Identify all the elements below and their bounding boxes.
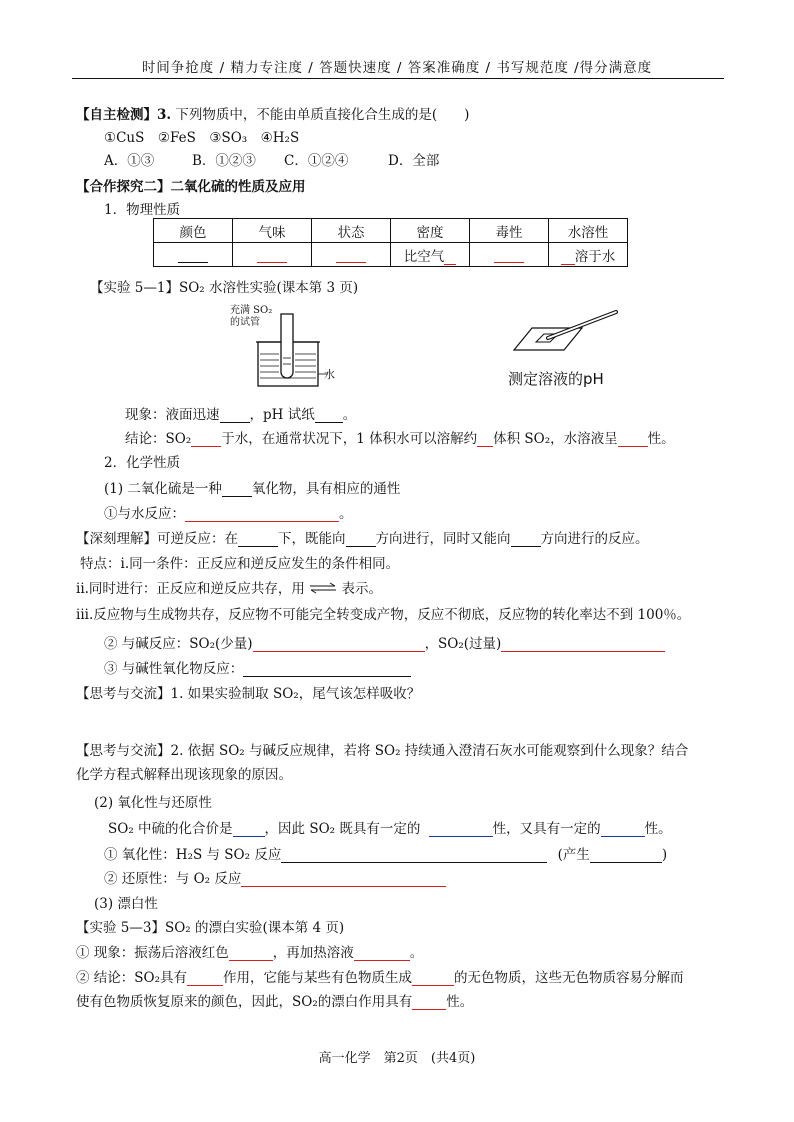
blank-odor[interactable] bbox=[257, 248, 287, 263]
blank-oxide-type[interactable] bbox=[222, 482, 252, 497]
section-name: 二氧化硫的性质及应用 bbox=[170, 179, 306, 195]
exp1-title: 【实验 5—1】SO₂ 水溶性实验(课本第 3 页) bbox=[90, 280, 359, 296]
deep-text-a: 【深刻理解】可逆反应：在 bbox=[76, 531, 238, 547]
ox-text-a: ① 氧化性：H₂S 与 SO₂ 反应 bbox=[104, 847, 282, 863]
blank-reversibility[interactable] bbox=[412, 995, 446, 1010]
oxide-text-b: 氧化物，具有相应的通性 bbox=[251, 481, 401, 497]
exp1-phenomenon bbox=[125, 403, 356, 423]
blank-base-small[interactable] bbox=[253, 637, 425, 652]
blank-oxide-equation[interactable] bbox=[243, 662, 411, 677]
bleach-concl-d: 使有色物质恢复原来的颜色，因此，SO₂的漂白作用具有 bbox=[76, 994, 413, 1010]
think2-tag: 【思考与交流】 bbox=[76, 743, 171, 759]
valence-text-a: SO₂ 中硫的化合价是 bbox=[108, 821, 233, 837]
bleach-concl-a: ② 结论：SO₂具有 bbox=[76, 970, 188, 986]
beaker-illustration bbox=[255, 312, 335, 388]
redox-title: (2) 氧化性与还原性 bbox=[94, 795, 212, 811]
blank-acidity[interactable] bbox=[618, 432, 648, 447]
blank-ph-paper[interactable] bbox=[315, 408, 343, 423]
exp1-conclusion bbox=[125, 427, 675, 447]
think1-text: 1. 如果实验制取 SO₂，尾气该怎样吸收？ bbox=[170, 686, 421, 702]
blank-base-excess[interactable] bbox=[501, 637, 665, 652]
ox-text-b: (产生 bbox=[557, 847, 590, 863]
water-reaction-line bbox=[104, 502, 353, 522]
q3-stem bbox=[76, 103, 469, 123]
q3-text: 下列物质中，不能由单质直接化合生成的是( ) bbox=[175, 107, 470, 123]
valence-text-c: 性，又具有一定的 bbox=[492, 821, 601, 837]
red-text: ② 还原性：与 O₂ 反应 bbox=[104, 871, 242, 887]
blank-stability[interactable] bbox=[412, 971, 454, 986]
header-toxicity: 毒性 bbox=[470, 219, 549, 243]
think1-tag: 【思考与交流】 bbox=[76, 686, 171, 702]
feat2-text-a: ii.同时进行：正反应和逆反应共存，用 bbox=[76, 581, 305, 597]
valence-text-d: 性。 bbox=[644, 821, 672, 837]
page-footer: 高一化学 第2页 (共4页) bbox=[318, 1051, 476, 1066]
header-state: 状态 bbox=[312, 219, 391, 243]
q3-items: ①CuS ②FeS ③SO₃ ④H₂S bbox=[104, 130, 300, 146]
q3-option-d: D．全部 bbox=[388, 153, 440, 169]
section-title bbox=[76, 175, 306, 195]
cell-solubility bbox=[549, 243, 628, 267]
deep-text-c: 方向进行，同时又能向 bbox=[375, 531, 511, 547]
bleach-concl-c: 的无色物质，这些无色物质容易分解而 bbox=[454, 970, 684, 986]
blank-color-change[interactable] bbox=[229, 946, 273, 961]
physical-title: 1．物理性质 bbox=[104, 202, 181, 218]
blank-product[interactable] bbox=[590, 848, 662, 863]
blank-property1[interactable] bbox=[429, 822, 493, 837]
page-header: 时间争抢度 / 精力专注度 / 答题快速度 / 答案准确度 / 书写规范度 /得分满意度 bbox=[141, 60, 653, 76]
tube-label-line2: 的试管 bbox=[230, 317, 260, 328]
blank-toxicity[interactable] bbox=[494, 248, 524, 263]
oxide-type-line bbox=[104, 477, 400, 497]
q3-option-a: A．①③ bbox=[104, 153, 155, 169]
base-text-a: ② 与碱反应：SO₂(少量) bbox=[104, 636, 253, 652]
deep-text-d: 方向进行的反应。 bbox=[540, 531, 649, 547]
concl-text-a: 结论：SO₂ bbox=[125, 431, 192, 447]
bleach-conclusion-1 bbox=[76, 966, 684, 986]
blank-solubility[interactable] bbox=[561, 250, 575, 265]
blank-density[interactable] bbox=[444, 250, 456, 265]
bleach-phen-b: ，再加热溶液 bbox=[272, 945, 354, 961]
q3-number: 3. bbox=[157, 107, 172, 123]
ox-text-c: ) bbox=[661, 847, 668, 863]
blank-condition[interactable] bbox=[238, 532, 278, 547]
blank-h2s-equation[interactable] bbox=[281, 848, 547, 863]
bleach-phen-c: 。 bbox=[409, 945, 424, 961]
exp3-title: 【实验 5—3】SO₂ 的漂白实验(课本第 4 页) bbox=[76, 920, 345, 936]
ph-paper-illustration bbox=[510, 310, 620, 358]
feature-1: 特点：i.同一条件：正反应和逆反应发生的条件相同。 bbox=[80, 556, 400, 572]
chemical-title: 2．化学性质 bbox=[104, 455, 181, 471]
bleach-phenomenon bbox=[76, 941, 423, 961]
deep-understanding bbox=[76, 527, 649, 547]
blank-water-equation[interactable] bbox=[185, 507, 339, 522]
header-density: 密度 bbox=[391, 219, 470, 243]
blank-direction1[interactable] bbox=[346, 532, 376, 547]
water-rx-label: ①与水反应： bbox=[104, 506, 185, 522]
equilibrium-arrow-icon bbox=[309, 582, 337, 594]
blank-o2-equation[interactable] bbox=[241, 872, 446, 887]
think-2-line2: 化学方程式解释出现该现象的原因。 bbox=[76, 767, 292, 783]
bleach-conclusion-2 bbox=[76, 990, 473, 1010]
water-rx-end: 。 bbox=[339, 506, 353, 522]
valence-text-b: ，因此 SO₂ 既具有一定的 bbox=[264, 821, 421, 837]
blank-volume[interactable] bbox=[477, 432, 493, 447]
basic-oxide-line bbox=[104, 657, 411, 677]
q3-option-c: C．①②④ bbox=[284, 153, 349, 169]
think-2-line1 bbox=[76, 739, 688, 759]
bleach-concl-e: 性。 bbox=[446, 994, 474, 1010]
oxidizing-line bbox=[104, 843, 667, 863]
feature-3: iii.反应物与生成物共存，反应物不可能完全转变成产物，反应不彻底，反应物的转化率达不到 100％。 bbox=[76, 607, 691, 623]
tube-label-line1: 充满 SO₂ bbox=[230, 305, 273, 316]
ph-caption: 测定溶液的pH bbox=[508, 370, 604, 388]
cell-toxicity bbox=[470, 243, 549, 267]
physical-properties-table bbox=[153, 218, 628, 267]
cell-density bbox=[391, 243, 470, 267]
oxide-text-a: (1) 二氧化硫是一种 bbox=[104, 481, 222, 497]
cell-color bbox=[154, 243, 233, 267]
feature-2 bbox=[76, 577, 382, 597]
blank-property2[interactable] bbox=[601, 822, 645, 837]
phen-text-a: 现象：液面迅速 bbox=[125, 407, 220, 423]
feat2-text-b: 表示。 bbox=[341, 581, 383, 597]
base-text-b: ，SO₂(过量) bbox=[424, 636, 502, 652]
blank-liquid[interactable] bbox=[220, 408, 250, 423]
cell-state bbox=[312, 243, 391, 267]
water-label: 水 bbox=[324, 368, 335, 381]
header-divider bbox=[72, 78, 724, 79]
bleach-phen-a: ① 现象：振荡后溶液红色 bbox=[76, 945, 229, 961]
q3-option-b: B．①②③ bbox=[192, 153, 256, 169]
concl-text-d: 性。 bbox=[647, 431, 675, 447]
valence-line bbox=[108, 817, 672, 837]
deep-text-b: 下，既能向 bbox=[278, 531, 346, 547]
blank-valence[interactable] bbox=[233, 822, 265, 837]
concl-text-c: 体积 SO₂，水溶液呈 bbox=[493, 431, 618, 447]
blank-solubility-word[interactable] bbox=[191, 432, 221, 447]
header-odor: 气味 bbox=[233, 219, 312, 243]
header-solubility: 水溶性 bbox=[549, 219, 628, 243]
concl-text-b: 于水，在通常状况下，1 体积水可以溶解约 bbox=[221, 431, 478, 447]
cell-odor bbox=[233, 243, 312, 267]
blank-direction2[interactable] bbox=[511, 532, 541, 547]
blank-state[interactable] bbox=[336, 248, 366, 263]
base-reaction-line bbox=[104, 632, 665, 652]
think-1 bbox=[76, 682, 420, 702]
header-color: 颜色 bbox=[154, 219, 233, 243]
bleach-concl-b: 作用，它能与某些有色物质生成 bbox=[223, 970, 413, 986]
blank-bleach-effect[interactable] bbox=[187, 971, 223, 986]
blank-color[interactable] bbox=[178, 248, 208, 263]
bleach-title: (3) 漂白性 bbox=[94, 896, 158, 912]
density-prefix: 比空气 bbox=[403, 248, 445, 265]
test-tube bbox=[281, 314, 293, 378]
oxide-rx-label: ③ 与碱性氧化物反应： bbox=[104, 661, 244, 677]
blank-heat-change[interactable] bbox=[354, 946, 410, 961]
think2-text: 2. 依据 SO₂ 与碱反应规律，若将 SO₂ 持续通入澄清石灰水可能观察到什么现象？结合 bbox=[170, 743, 689, 759]
solubility-suffix: 溶于水 bbox=[574, 248, 616, 265]
reducing-line bbox=[104, 867, 446, 887]
q3-tag: 【自主检测】 bbox=[76, 107, 157, 123]
section-tag: 【合作探究二】 bbox=[76, 179, 171, 195]
phen-text-b: ，pH 试纸 bbox=[249, 407, 315, 423]
phen-text-c: 。 bbox=[342, 407, 357, 423]
